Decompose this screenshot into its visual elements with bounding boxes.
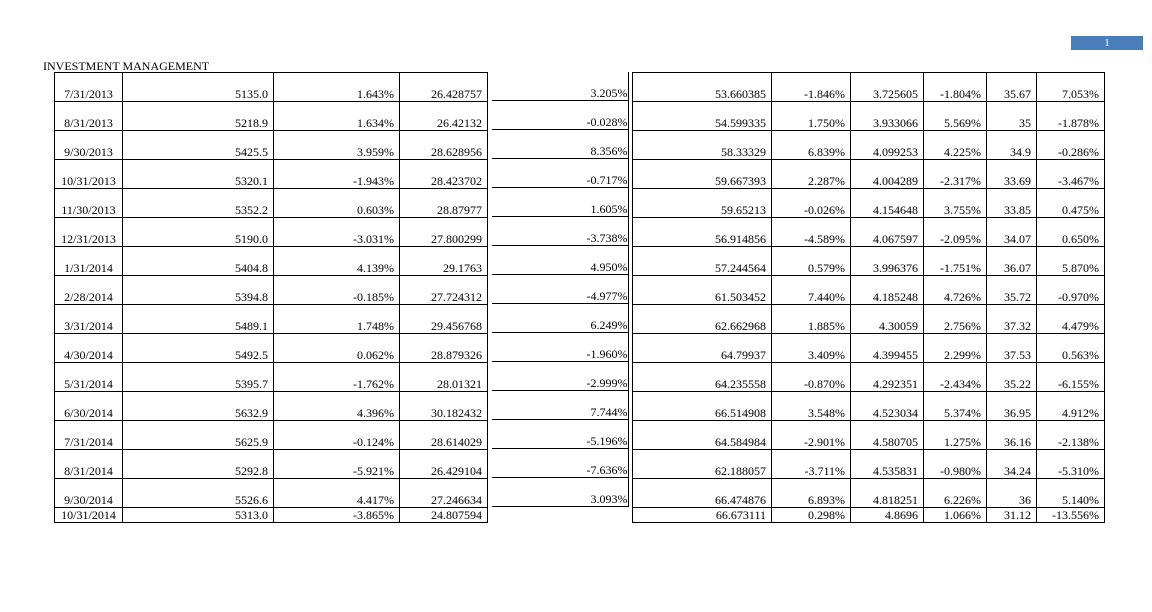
return-cell: -2.999%: [492, 362, 628, 391]
table-row: [633, 276, 1105, 305]
table-row: [633, 247, 1105, 276]
return-cell: 2.287%: [772, 160, 851, 189]
return-cell: -0.970%: [1037, 276, 1105, 305]
date-cell: 10/31/2014: [55, 508, 123, 523]
value-cell: 34.07: [987, 218, 1037, 247]
date-cell: 10/31/2013: [55, 160, 123, 189]
return-cell: [492, 507, 628, 522]
table-row: [633, 160, 1105, 189]
date-cell: 5/31/2014: [55, 363, 123, 392]
return-cell: 3.959%: [274, 131, 400, 160]
value-cell: 35.72: [987, 276, 1037, 305]
table-row: [633, 189, 1105, 218]
price-cell: 28.01321: [400, 363, 488, 392]
table-row: [492, 362, 628, 391]
table-row: [492, 333, 628, 362]
return-cell: -1.751%: [924, 247, 987, 276]
return-cell: 1.634%: [274, 102, 400, 131]
page-number-badge: 1: [1071, 36, 1143, 50]
price-cell: 27.724312: [400, 276, 488, 305]
return-cell: 0.298%: [772, 508, 851, 523]
date-cell: 7/31/2013: [55, 73, 123, 102]
return-cell: -4.589%: [772, 218, 851, 247]
price-cell: 62.188057: [633, 450, 772, 479]
return-cell: 0.062%: [274, 334, 400, 363]
return-cell: 4.139%: [274, 247, 400, 276]
return-cell: 1.750%: [772, 102, 851, 131]
document-title: INVESTMENT MANAGEMENT: [43, 59, 210, 73]
table-row: [633, 479, 1105, 508]
return-cell: -7.636%: [492, 449, 628, 478]
return-cell: -0.026%: [772, 189, 851, 218]
return-cell: -3.031%: [274, 218, 400, 247]
return-cell: -1.960%: [492, 333, 628, 362]
date-cell: 8/31/2014: [55, 450, 123, 479]
value-cell: 33.69: [987, 160, 1037, 189]
price-cell: 26.42132: [400, 102, 488, 131]
price-cell: 57.244564: [633, 247, 772, 276]
table-row: [633, 450, 1105, 479]
return-cell: 3.755%: [924, 189, 987, 218]
table-row: [633, 392, 1105, 421]
return-cell: 1.885%: [772, 305, 851, 334]
date-cell: 7/31/2014: [55, 421, 123, 450]
return-cell: 4.417%: [274, 479, 400, 508]
price-cell: 28.87977: [400, 189, 488, 218]
return-cell: -2.434%: [924, 363, 987, 392]
left-data-table: [54, 72, 488, 523]
return-cell: 4.950%: [492, 246, 628, 275]
price-cell: 64.584984: [633, 421, 772, 450]
table-row: [492, 101, 628, 130]
price-cell: 64.235558: [633, 363, 772, 392]
table-row: [55, 131, 488, 160]
price-cell: 4.067597: [851, 218, 924, 247]
value-cell: 5394.8: [123, 276, 274, 305]
return-cell: -0.717%: [492, 159, 628, 188]
table-row: [55, 73, 488, 102]
return-cell: 4.726%: [924, 276, 987, 305]
table-row: [492, 188, 628, 217]
date-cell: 11/30/2013: [55, 189, 123, 218]
return-cell: 0.603%: [274, 189, 400, 218]
return-cell: -0.185%: [274, 276, 400, 305]
return-cell: -0.980%: [924, 450, 987, 479]
return-cell: 4.479%: [1037, 305, 1105, 334]
price-cell: 3.996376: [851, 247, 924, 276]
value-cell: 5489.1: [123, 305, 274, 334]
date-cell: 12/31/2013: [55, 218, 123, 247]
table-row: [55, 508, 488, 523]
value-cell: 36.07: [987, 247, 1037, 276]
table-row: [55, 247, 488, 276]
price-cell: 66.474876: [633, 479, 772, 508]
value-cell: 5395.7: [123, 363, 274, 392]
price-cell: 28.879326: [400, 334, 488, 363]
price-cell: 24.807594: [400, 508, 488, 523]
price-cell: 66.514908: [633, 392, 772, 421]
value-cell: 35: [987, 102, 1037, 131]
value-cell: 5625.9: [123, 421, 274, 450]
return-cell: 1.605%: [492, 188, 628, 217]
price-cell: 4.292351: [851, 363, 924, 392]
date-cell: 3/31/2014: [55, 305, 123, 334]
return-cell: -5.196%: [492, 420, 628, 449]
table-row: [492, 217, 628, 246]
return-cell: -2.095%: [924, 218, 987, 247]
table-row: [55, 450, 488, 479]
return-cell: 7.744%: [492, 391, 628, 420]
price-cell: 4.535831: [851, 450, 924, 479]
return-cell: 5.374%: [924, 392, 987, 421]
price-cell: 28.614029: [400, 421, 488, 450]
value-cell: 5492.5: [123, 334, 274, 363]
value-cell: 5313.0: [123, 508, 274, 523]
return-cell: -1.878%: [1037, 102, 1105, 131]
price-cell: 4.099253: [851, 131, 924, 160]
return-cell: -5.310%: [1037, 450, 1105, 479]
value-cell: 34.9: [987, 131, 1037, 160]
return-cell: -0.870%: [772, 363, 851, 392]
date-cell: 9/30/2013: [55, 131, 123, 160]
price-cell: 4.818251: [851, 479, 924, 508]
return-cell: -1.762%: [274, 363, 400, 392]
table-row: [492, 159, 628, 188]
return-cell: 6.893%: [772, 479, 851, 508]
price-cell: 4.185248: [851, 276, 924, 305]
return-cell: 5.569%: [924, 102, 987, 131]
table-row: [633, 218, 1105, 247]
price-cell: 27.800299: [400, 218, 488, 247]
price-cell: 28.423702: [400, 160, 488, 189]
price-cell: 26.428757: [400, 73, 488, 102]
return-cell: -2.901%: [772, 421, 851, 450]
return-cell: 1.066%: [924, 508, 987, 523]
date-cell: 1/31/2014: [55, 247, 123, 276]
table-row: [55, 160, 488, 189]
return-cell: 0.650%: [1037, 218, 1105, 247]
return-cell: 5.140%: [1037, 479, 1105, 508]
return-cell: -0.028%: [492, 101, 628, 130]
return-cell: 4.396%: [274, 392, 400, 421]
price-cell: 64.79937: [633, 334, 772, 363]
table-row: [633, 508, 1105, 523]
date-cell: 8/31/2013: [55, 102, 123, 131]
return-cell: 6.249%: [492, 304, 628, 333]
value-cell: 5526.6: [123, 479, 274, 508]
return-cell: 6.839%: [772, 131, 851, 160]
table-row: [55, 218, 488, 247]
return-cell: 1.275%: [924, 421, 987, 450]
table-row: [633, 363, 1105, 392]
return-cell: 3.548%: [772, 392, 851, 421]
price-cell: 58.33329: [633, 131, 772, 160]
return-cell: 0.563%: [1037, 334, 1105, 363]
table-row: [55, 102, 488, 131]
return-cell: 4.912%: [1037, 392, 1105, 421]
return-cell: -3.711%: [772, 450, 851, 479]
value-cell: 36: [987, 479, 1037, 508]
value-cell: 5352.2: [123, 189, 274, 218]
table-row: [633, 305, 1105, 334]
table-row: [492, 449, 628, 478]
price-cell: 59.667393: [633, 160, 772, 189]
return-cell: 7.440%: [772, 276, 851, 305]
price-cell: 4.523034: [851, 392, 924, 421]
return-cell: -2.138%: [1037, 421, 1105, 450]
return-cell: 1.748%: [274, 305, 400, 334]
price-cell: 4.399455: [851, 334, 924, 363]
return-cell: -2.317%: [924, 160, 987, 189]
value-cell: 34.24: [987, 450, 1037, 479]
value-cell: 5135.0: [123, 73, 274, 102]
return-cell: 4.225%: [924, 131, 987, 160]
return-cell: -1.804%: [924, 73, 987, 102]
value-cell: 35.67: [987, 73, 1037, 102]
return-cell: 0.579%: [772, 247, 851, 276]
price-cell: 29.456768: [400, 305, 488, 334]
return-cell: -0.124%: [274, 421, 400, 450]
table-row: [55, 479, 488, 508]
return-cell: -1.846%: [772, 73, 851, 102]
value-cell: 33.85: [987, 189, 1037, 218]
price-cell: 28.628956: [400, 131, 488, 160]
table-row: [55, 276, 488, 305]
return-cell: -1.943%: [274, 160, 400, 189]
value-cell: 35.22: [987, 363, 1037, 392]
return-cell: 8.356%: [492, 130, 628, 159]
price-cell: 4.30059: [851, 305, 924, 334]
value-cell: 36.95: [987, 392, 1037, 421]
value-cell: 36.16: [987, 421, 1037, 450]
return-cell: 6.226%: [924, 479, 987, 508]
value-cell: 37.32: [987, 305, 1037, 334]
value-cell: 5292.8: [123, 450, 274, 479]
table-row: [492, 304, 628, 333]
value-cell: 37.53: [987, 334, 1037, 363]
return-cell: 3.093%: [492, 478, 628, 507]
price-cell: 56.914856: [633, 218, 772, 247]
return-cell: -6.155%: [1037, 363, 1105, 392]
table-row: [492, 478, 628, 507]
return-cell: 2.756%: [924, 305, 987, 334]
value-cell: 31.12: [987, 508, 1037, 523]
table-row: [55, 363, 488, 392]
table-row: [55, 305, 488, 334]
return-cell: 0.475%: [1037, 189, 1105, 218]
table-row: [633, 334, 1105, 363]
return-cell: -5.921%: [274, 450, 400, 479]
value-cell: 5632.9: [123, 392, 274, 421]
price-cell: 4.154648: [851, 189, 924, 218]
price-cell: 4.580705: [851, 421, 924, 450]
price-cell: 66.673111: [633, 508, 772, 523]
price-cell: 3.933066: [851, 102, 924, 131]
date-cell: 9/30/2014: [55, 479, 123, 508]
table-row: [55, 189, 488, 218]
price-cell: 54.599335: [633, 102, 772, 131]
price-cell: 3.725605: [851, 73, 924, 102]
return-cell: -3.738%: [492, 217, 628, 246]
return-cell: -4.977%: [492, 275, 628, 304]
table-row: [55, 392, 488, 421]
return-cell: 3.409%: [772, 334, 851, 363]
table-row: [492, 72, 628, 101]
price-cell: 62.662968: [633, 305, 772, 334]
return-cell: 2.299%: [924, 334, 987, 363]
middle-return-column: [492, 72, 629, 521]
return-cell: 5.870%: [1037, 247, 1105, 276]
table-row: [633, 102, 1105, 131]
table-row: [633, 421, 1105, 450]
table-row: [492, 275, 628, 304]
return-cell: 1.643%: [274, 73, 400, 102]
value-cell: 5425.5: [123, 131, 274, 160]
return-cell: -3.467%: [1037, 160, 1105, 189]
return-cell: 3.205%: [492, 72, 628, 101]
table-row: [492, 246, 628, 275]
price-cell: 4.004289: [851, 160, 924, 189]
value-cell: 5320.1: [123, 160, 274, 189]
price-cell: 61.503452: [633, 276, 772, 305]
date-cell: 4/30/2014: [55, 334, 123, 363]
price-cell: 4.8696: [851, 508, 924, 523]
right-data-table: [632, 72, 1105, 523]
date-cell: 6/30/2014: [55, 392, 123, 421]
table-row: [633, 131, 1105, 160]
date-cell: 2/28/2014: [55, 276, 123, 305]
value-cell: 5404.8: [123, 247, 274, 276]
table-row: [492, 391, 628, 420]
return-cell: -0.286%: [1037, 131, 1105, 160]
table-row: [55, 334, 488, 363]
value-cell: 5218.9: [123, 102, 274, 131]
table-row: [492, 420, 628, 449]
return-cell: -3.865%: [274, 508, 400, 523]
table-row: [55, 421, 488, 450]
price-cell: 26.429104: [400, 450, 488, 479]
return-cell: -13.556%: [1037, 508, 1105, 523]
price-cell: 30.182432: [400, 392, 488, 421]
table-row: [492, 507, 628, 522]
table-row: [633, 73, 1105, 102]
table-row: [492, 130, 628, 159]
value-cell: 5190.0: [123, 218, 274, 247]
price-cell: 59.65213: [633, 189, 772, 218]
return-cell: 7.053%: [1037, 73, 1105, 102]
price-cell: 53.660385: [633, 73, 772, 102]
price-cell: 29.1763: [400, 247, 488, 276]
price-cell: 27.246634: [400, 479, 488, 508]
